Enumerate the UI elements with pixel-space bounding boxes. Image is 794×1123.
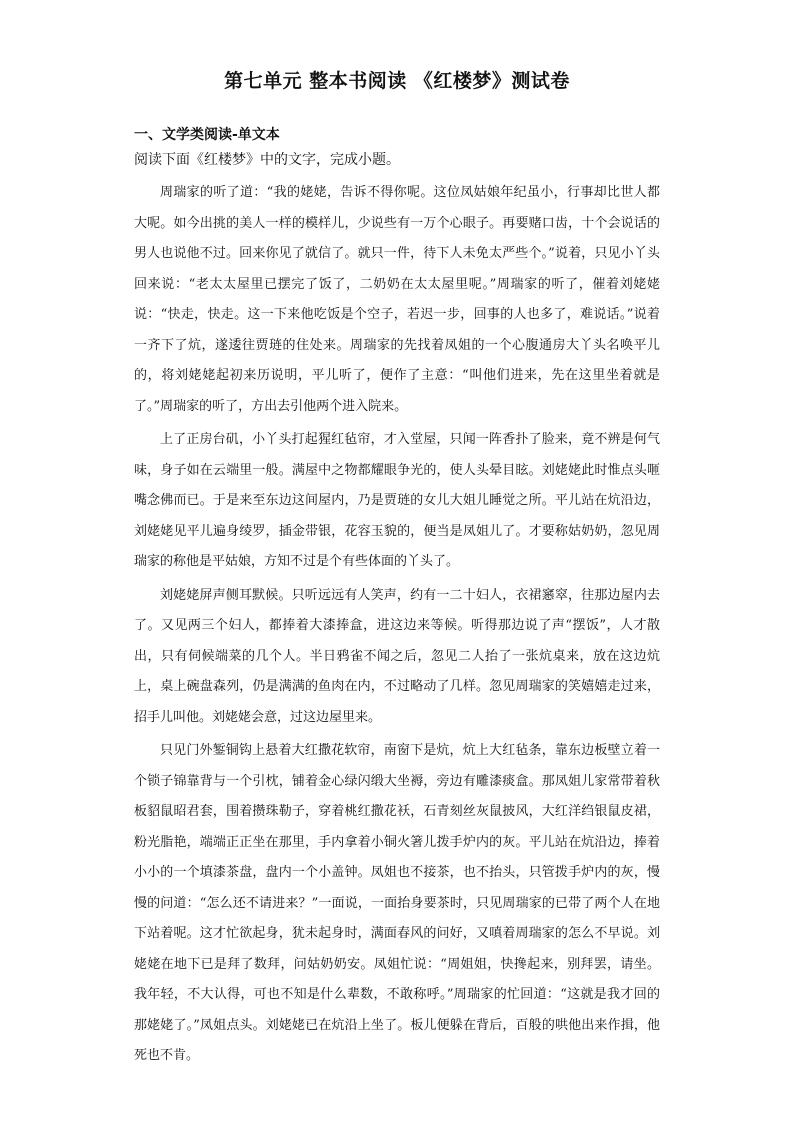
passage-paragraph: 刘姥姥屏声侧耳默候。只听远远有人笑声，约有一二十妇人，衣裙窸窣，往那边屋内去了。又见两三个妇人，都捧着大漆捧盒，进这边来等候。听得那边说了声“摆饭”，人才散出，只有伺候端菜的几个人。半日鸦雀不闻之后，忽见二人抬了一张炕桌来，放在这边炕上，桌上碗盘森列，仍是满满的鱼肉在内，不过略动了几样。忽见周瑞家的笑嬉嬉走过来，招手儿叫他。刘姥姥会意，过这边屋里来。 <box>134 587 660 725</box>
passage-paragraph: 周瑞家的听了道：“我的姥姥，告诉不得你呢。这位凤姑娘年纪虽小，行事却比世人都大呢。如今出挑的美人一样的模样儿，少说些有一万个心眼子。再要赌口齿，十个会说话的男人也说他不过。回来你见了就信了。就只一件，待下人未免太严些个。”说着，只见小丫头回来说：“老太太屋里已摆完了饭了，二奶奶在太太屋里呢。”周瑞家的听了，催着刘姥姥说：“快走，快走。这一下来他吃饭是个空子，若迟一步，回事的人也多了，难说话。”说着一齐下了炕，遂逶往贾琏的住处来。周瑞家的先找着凤姐的一个心腹通房大丫头名唤平儿的，将刘姥姥起初来历说明，平儿听了，便作了主意：“叫他们进来，先在这里坐着就是了。”周瑞家的听了，方出去引他两个进入院来。 <box>134 185 660 414</box>
passage-body <box>134 178 660 1075</box>
passage-paragraph: 上了正房台矶，小丫头打起猩红毡帘，才入堂屋，只闻一阵香扑了脸来，竟不辨是何气味，身子如在云端里一般。满屋中之物都耀眼争光的，使人头晕目眩。刘姥姥此时惟点头咂嘴念佛而已。于是来至东边这间屋内，乃是贾琏的女儿大姐儿睡觉之所。平儿站在炕沿边，刘姥姥见平儿遍身绫罗，插金带银，花容玉貌的，便当是凤姐儿了。才要称姑奶奶，忽见周瑞家的称他是平姑娘，方知不过是个有些体面的丫头了。 <box>134 432 660 569</box>
passage-paragraph: 只见门外錾铜钩上悬着大红撒花软帘，南窗下是炕，炕上大红毡条，靠东边板壁立着一个锁子锦靠背与一个引枕，铺着金心绿闪缎大坐褥，旁边有雕漆痰盒。那凤姐儿家常带着秋板貂鼠昭君套，围着攒珠勒子，穿着桃红撒花袄，石青刻丝灰鼠披风，大红洋绉银鼠皮裙，粉光脂艳，端端正正坐在那里，手内拿着小铜火箸儿拨手炉内的灰。平儿站在炕沿边，捧着小小的一个填漆茶盘，盘内一个小盖钟。凤姐也不接茶，也不抬头，只管拨手炉内的灰，慢慢的问道：“怎么还不请进来？”一面说，一面抬身要茶时，只见周瑞家的已带了两个人在地下站着呢。这才忙欲起身，犹未起身时，满面春风的问好，又嗔着周瑞家的怎么不早说。刘姥姥在地下已是拜了数拜，问姑奶奶安。凤姐忙说：“周姐姐，快搀起来，别拜罢，请坐。我年轻，不大认得，可也不知是什么辈数，不敢称呼。”周瑞家的忙回道：“这就是我才回的那姥姥了。”凤姐点头。刘姥姥已在炕沿上坐了。板儿便躲在背后，百般的哄他出来作揖，他死也不肯。 <box>134 743 660 1063</box>
reading-instruction: 阅读下面《红楼梦》中的文字，完成小题。 <box>134 152 400 168</box>
document-title: 第七单元 整本书阅读 《红楼梦》测试卷 <box>224 70 570 92</box>
section-heading: 一、文学类阅读-单文本 <box>134 127 280 143</box>
